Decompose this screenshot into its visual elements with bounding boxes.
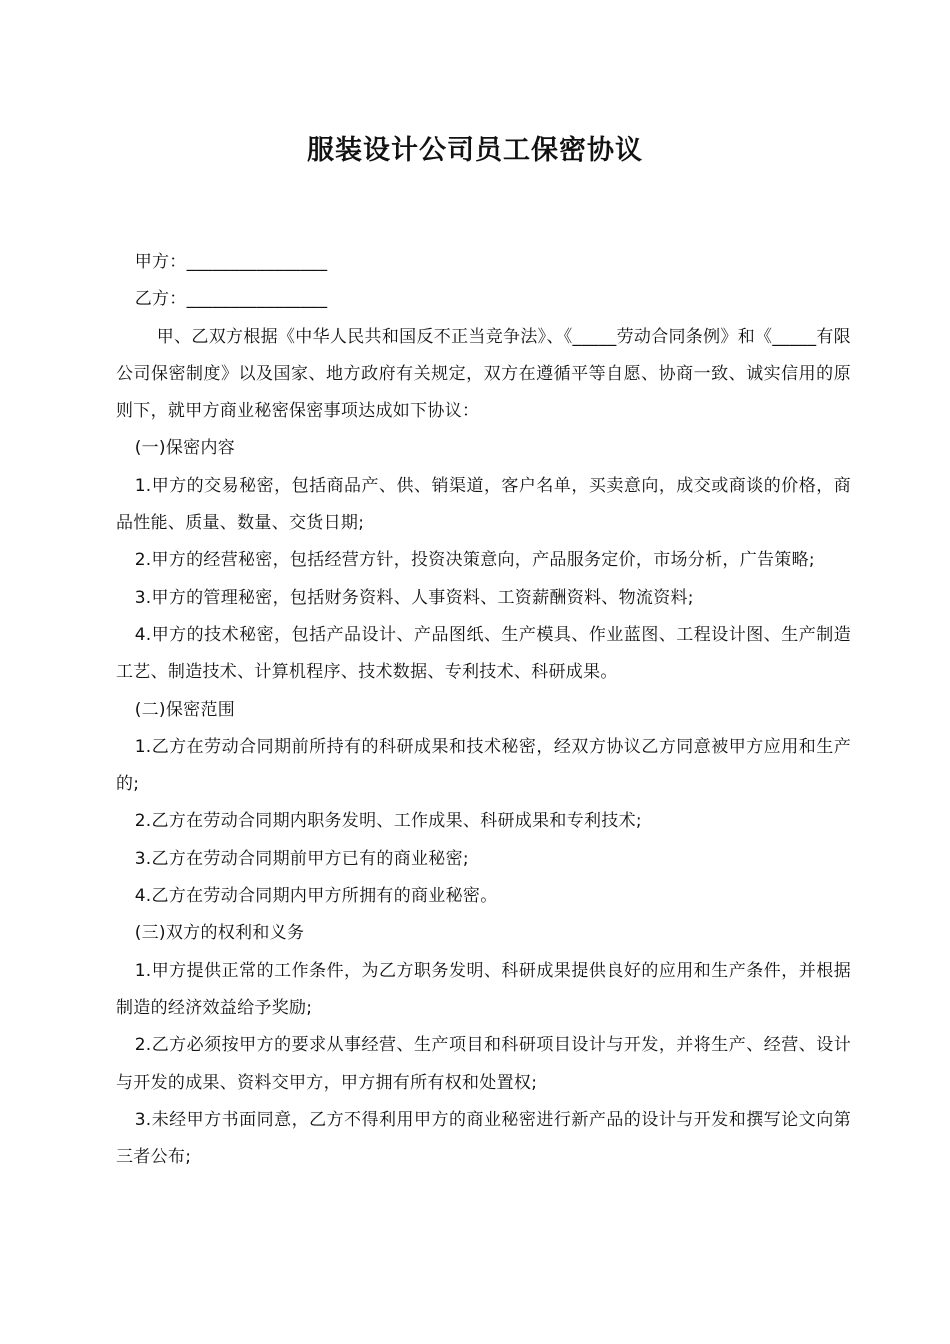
clause-item: 4.甲方的技术秘密，包括产品设计、产品图纸、生产模具、作业蓝图、工程设计图、生产制造工艺、制造技术、计算机程序、技术数据、专利技术、科研成果。	[116, 624, 851, 683]
section-heading: (二)保密范围	[134, 699, 236, 720]
clause-item: 2.乙方在劳动合同期内职务发明、工作成果、科研成果和专利技术;	[134, 811, 642, 832]
clause-item: 3.乙方在劳动合同期前甲方已有的商业秘密;	[134, 848, 469, 869]
clause-item: 1.甲方提供正常的工作条件，为乙方职务发明、科研成果提供良好的应用和生产条件，并根据制造的经济效益给予奖励;	[116, 960, 851, 1018]
party-b-line: 乙方：________________	[134, 289, 328, 310]
document-body	[116, 244, 851, 1176]
clause-item: 3.甲方的管理秘密，包括财务资料、人事资料、工资薪酬资料、物流资料;	[134, 587, 694, 608]
clause-item: 2.乙方必须按甲方的要求从事经营、生产项目和科研项目设计与开发，并将生产、经营、设计与开发的成果、资料交甲方，甲方拥有所有权和处置权;	[116, 1035, 851, 1093]
clause-item: 1.甲方的交易秘密，包括商品产、供、销渠道，客户名单，买卖意向，成交或商谈的价格，商品性能、质量、数量、交货日期;	[116, 475, 851, 534]
clause-item: 1.乙方在劳动合同期前所持有的科研成果和技术秘密，经双方协议乙方同意被甲方应用和生产的;	[116, 736, 851, 795]
party-a-line: 甲方：________________	[134, 252, 328, 272]
clause-item: 2.甲方的经营秘密，包括经营方针，投资决策意向，产品服务定价，市场分析，广告策略;	[134, 550, 815, 571]
clause-item: 4.乙方在劳动合同期内甲方所拥有的商业秘密。	[134, 886, 498, 907]
clause-item: 3.未经甲方书面同意，乙方不得利用甲方的商业秘密进行新产品的设计与开发和撰写论文向第三者公布;	[116, 1109, 851, 1168]
document-title: 服装设计公司员工保密协议	[307, 135, 643, 166]
section-heading: (一)保密内容	[134, 438, 236, 459]
section-heading: (三)双方的权利和义务	[134, 923, 305, 944]
preamble-paragraph: 甲、乙双方根据《中华人民共和国反不正当竞争法》、《_____劳动合同条例》和《_____有限公司保密制度》以及国家、地方政府有关规定，双方在遵循平等自愿、协商一致、诚实信用的原则下，就甲方商业秘密保密事项达成如下协议：	[116, 326, 851, 422]
